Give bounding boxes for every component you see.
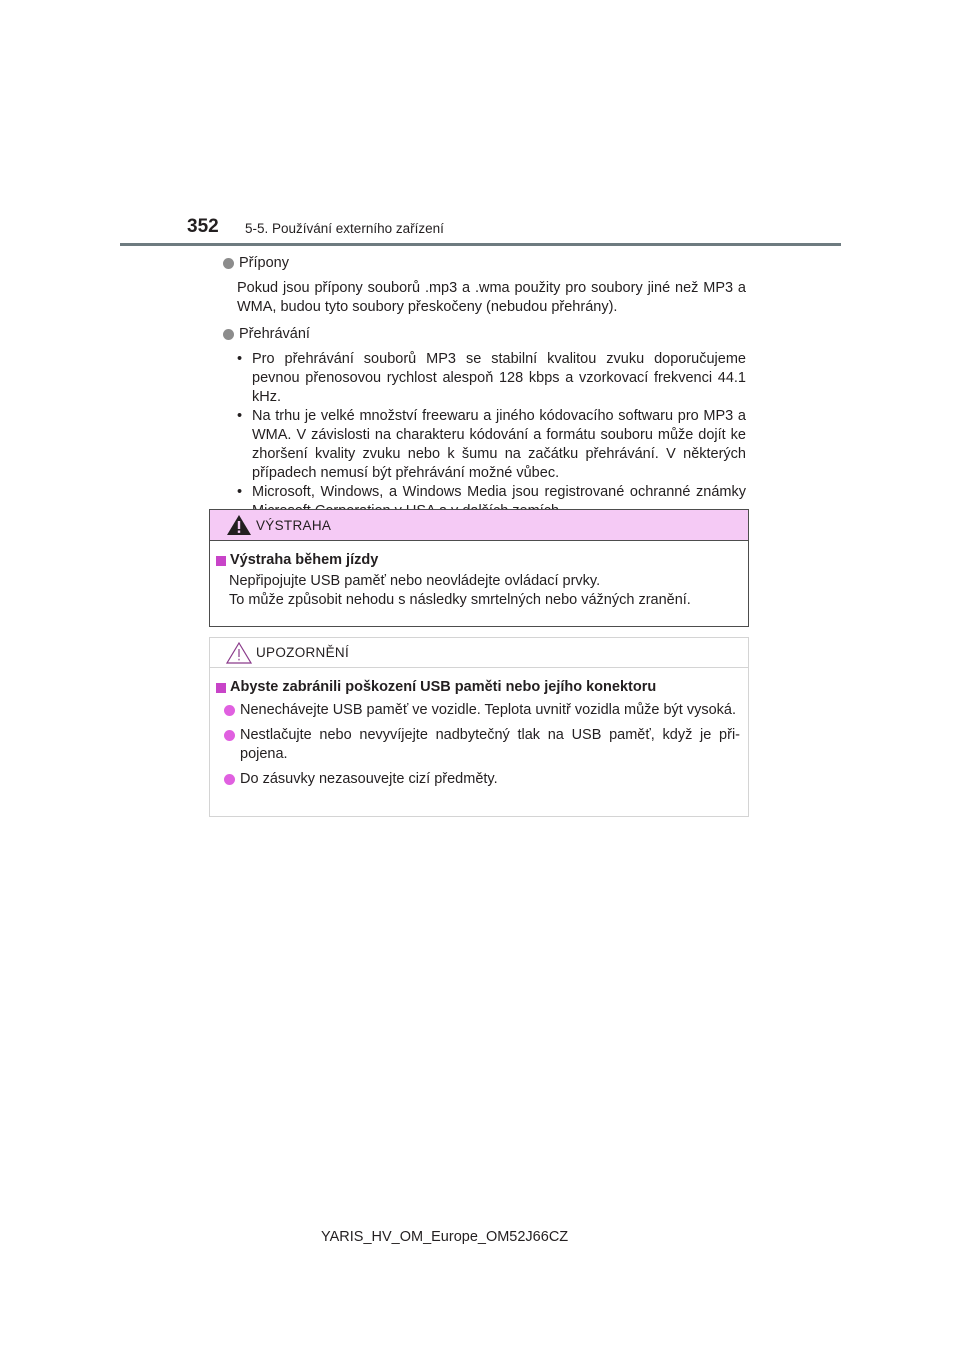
page-number: 352 bbox=[187, 216, 219, 237]
bullet-icon bbox=[223, 258, 234, 269]
warning-box bbox=[209, 509, 749, 627]
list-item: • Na trhu je velké množství freewaru a jiného kódovacího softwaru pro MP3 a WMA. V závislosti na charakteru kódování a formátu souboru může dojít ke zhoršení kvality zvuku nebo k šumu na začátku přehrávání. V některých případech nemusí být přehrávání možné vůbec. bbox=[237, 408, 746, 481]
caution-item: Nestlačujte nebo nevyvíjejte nadbytečný tlak na USB paměť, když je při-pojena. bbox=[224, 726, 742, 764]
header-rule bbox=[120, 243, 841, 246]
caution-icon bbox=[226, 641, 252, 665]
warning-header bbox=[210, 510, 748, 541]
list-item: • Microsoft, Windows, a Windows Media jsou registrované ochranné známky bbox=[237, 484, 746, 500]
list-item: • Pro přehrávání souborů MP3 se stabilní kvalitou zvuku doporučujeme pevnou přenosovou rychlost alespoň 128 kbps a vzorkovací frekvenci 44.1 kHz. bbox=[237, 351, 746, 405]
caution-item: Do zásuvky nezasouvejte cizí předměty. bbox=[224, 770, 742, 789]
caution-header bbox=[210, 638, 748, 668]
caution-body bbox=[210, 668, 748, 789]
section-title: 5-5. Používání externího zařízení bbox=[245, 221, 444, 236]
caution-box bbox=[209, 637, 749, 817]
square-bullet-icon bbox=[216, 683, 226, 693]
caution-label: UPOZORNĚNÍ bbox=[256, 645, 350, 660]
caution-item: Nenechávejte USB paměť ve vozidle. Teplota uvnitř vozidla může být vysoká. bbox=[224, 701, 742, 720]
caution-title: Abyste zabránili poškození USB paměti nebo jejího konektoru bbox=[216, 678, 742, 697]
warning-title: Výstraha během jízdy bbox=[216, 551, 742, 570]
playback-list bbox=[237, 350, 746, 521]
playback-heading: Přehrávání bbox=[223, 325, 746, 344]
warning-label: VÝSTRAHA bbox=[256, 517, 332, 533]
bullet-icon bbox=[223, 329, 234, 340]
bullet-icon bbox=[224, 774, 235, 785]
warning-line: To může způsobit nehodu s následky smrtelných nebo vážných zranění. bbox=[229, 592, 691, 608]
extensions-heading: Přípony bbox=[223, 254, 746, 273]
main-content bbox=[223, 254, 746, 521]
extensions-text: Pokud jsou přípony souborů .mp3 a .wma použity pro soubory jiné než MP3 a WMA, budou tyto soubory přeskočeny (nebudou přehrány). bbox=[237, 280, 746, 315]
warning-line: Nepřipojujte USB paměť nebo neovládejte ovládací prvky. bbox=[229, 573, 601, 589]
bullet-icon bbox=[224, 705, 235, 716]
footer-doc-code: YARIS_HV_OM_Europe_OM52J66CZ bbox=[321, 1229, 569, 1245]
bullet-icon bbox=[224, 730, 235, 741]
warning-body bbox=[210, 541, 748, 610]
warning-icon bbox=[226, 513, 252, 537]
square-bullet-icon bbox=[216, 556, 226, 566]
